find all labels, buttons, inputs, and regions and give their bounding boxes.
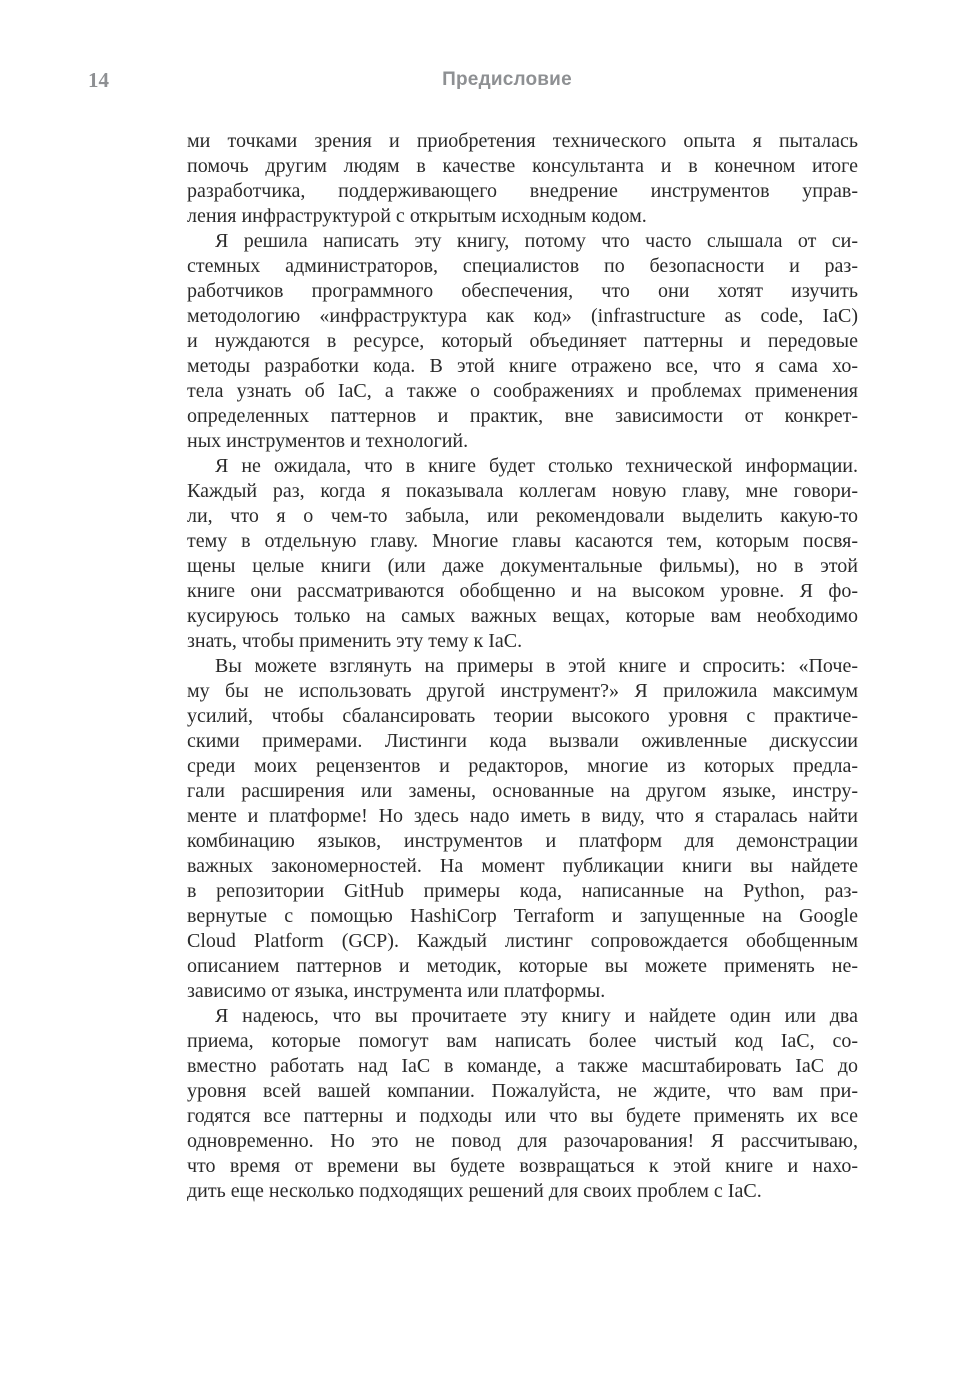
text-line: дить еще несколько подходящих решений для своих проблем с IaC.	[187, 1180, 762, 1202]
text-line: щены целые книги (или даже документальные фильмы), но в этой	[187, 555, 858, 577]
text-line: стемных администраторов, специалистов по безопасности и раз-	[187, 255, 858, 277]
text-line: Я не ожидала, что в книге будет столько технической информации.	[215, 455, 858, 477]
text-line: одновременно. Но это не повод для разочарования! Я рассчитываю,	[187, 1130, 858, 1152]
text-line: методологию «инфраструктура как код» (infrastructure as code, IaC)	[187, 305, 858, 327]
text-line: уровня всей вашей компании. Пожалуйста, не ждите, что вам при-	[187, 1080, 858, 1102]
page-header	[0, 66, 974, 94]
text-line: Я надеюсь, что вы прочитаете эту книгу и найдете один или два	[215, 1005, 858, 1027]
text-line: скими примерами. Листинги кода вызвали оживленные дискуссии	[187, 730, 858, 752]
paragraph	[187, 654, 858, 1004]
text-line: тему в отдельную главу. Многие главы касаются тем, которым посвя-	[187, 530, 858, 552]
text-line: Вы можете взглянуть на примеры в этой книге и спросить: «Поче-	[215, 655, 858, 677]
text-line: и нуждаются в ресурсе, который объединяет паттерны и передовые	[187, 330, 858, 352]
text-line: ных инструментов и технологий.	[187, 430, 469, 452]
text-line: Я решила написать эту книгу, потому что часто слышала от си-	[215, 230, 858, 252]
paragraph	[187, 129, 858, 229]
text-line: приема, которые помогут вам написать более чистый код IaC, со-	[187, 1030, 858, 1052]
paragraph	[187, 454, 858, 654]
paragraph	[187, 229, 858, 454]
text-line: что время от времени вы будете возвращаться к этой книге и нахо-	[187, 1155, 858, 1177]
text-line: тела узнать об IaC, а также о соображениях и проблемах применения	[187, 380, 858, 402]
text-line: определенных паттернов и практик, вне зависимости от конкрет-	[187, 405, 858, 427]
text-line: вернутые с помощью HashiCorp Terraform и запущенные на Google	[187, 905, 858, 927]
running-head: Предисловие	[442, 69, 572, 90]
text-line: методы разработки кода. В этой книге отражено все, что я сама хо-	[187, 355, 858, 377]
text-line: ли, что я о чем-то забыла, или рекомендовали выделить какую-то	[187, 505, 858, 527]
text-line: кусируюсь только на самых важных вещах, которые вам необходимо	[187, 605, 858, 627]
text-line: му бы не использовать другой инструмент?» Я приложила максимум	[187, 680, 858, 702]
text-line: среди моих рецензентов и редакторов, многие из которых предла-	[187, 755, 858, 777]
text-line: разработчика, поддерживающего внедрение инструментов управ-	[187, 180, 858, 202]
text-line: годятся все паттерны и подходы или что вы будете применять их все	[187, 1105, 858, 1127]
text-line: в репозитории GitHub примеры кода, написанные на Python, раз-	[187, 880, 858, 902]
text-line: описанием паттернов и методик, которые вы можете применять не-	[187, 955, 858, 977]
paragraph	[187, 1004, 858, 1204]
text-line: гали расширения или замены, основанные на другом языке, инстру-	[187, 780, 858, 802]
text-line: ления инфраструктурой с открытым исходным кодом.	[187, 205, 647, 227]
text-line: важных закономерностей. На момент публикации книги вы найдете	[187, 855, 858, 877]
page-number: 14	[88, 68, 109, 92]
text-line: менте и платформе! Но здесь надо иметь в виду, что я старалась найти	[187, 805, 858, 827]
text-line: комбинацию языков, инструментов и платформ для демонстрации	[187, 830, 858, 852]
text-line: усилий, чтобы сбалансировать теории высокого уровня с практиче-	[187, 705, 858, 727]
text-line: Каждый раз, когда я показывала коллегам новую главу, мне говори-	[187, 480, 858, 502]
preface-text	[187, 129, 858, 1204]
text-line: книге они рассматриваются обобщенно и на высоком уровне. Я фо-	[187, 580, 858, 602]
text-line: вместно работать над IaC в команде, а также масштабировать IaC до	[187, 1055, 858, 1077]
text-line: работчиков программного обеспечения, что они хотят изучить	[187, 280, 858, 302]
text-line: ми точками зрения и приобретения технического опыта я пыталась	[187, 130, 858, 152]
text-line: знать, чтобы применить эту тему к IaC.	[187, 630, 523, 652]
text-line: Cloud Platform (GCP). Каждый листинг сопровождается обобщенным	[187, 930, 858, 952]
text-line: помочь другим людям в качестве консультанта и в конечном итоге	[187, 155, 858, 177]
text-line: зависимо от языка, инструмента или платформы.	[187, 980, 606, 1002]
